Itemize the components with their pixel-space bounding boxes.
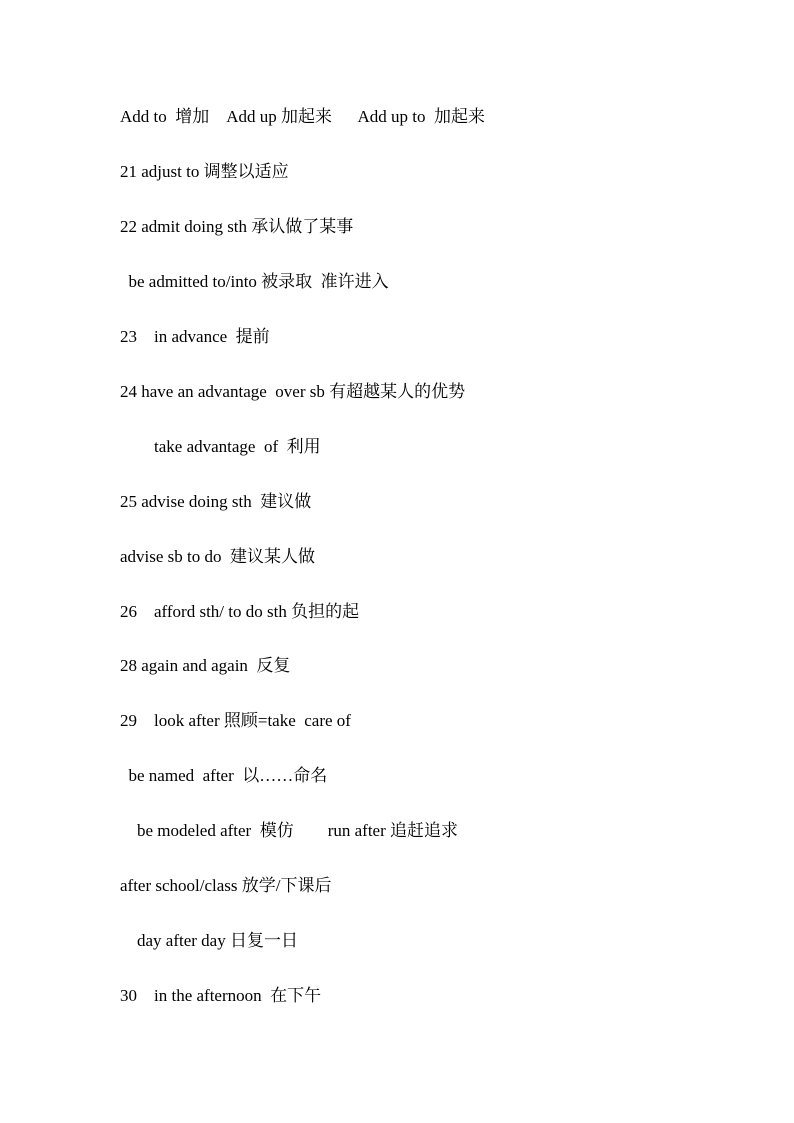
text-line-advise-sb: advise sb to do 建议某人做: [120, 547, 316, 566]
text-line-23: 23 in advance 提前: [120, 327, 270, 346]
text-line-28: 28 again and again 反复: [120, 656, 291, 675]
text-line-21: 21 adjust to 调整以适应: [120, 162, 289, 181]
text-line-be-modeled-after: be modeled after 模仿 run after 追赶追求: [120, 821, 459, 840]
text-line-add-to: Add to 增加 Add up 加起来 Add up to 加起来: [120, 107, 486, 126]
text-line-be-named-after: be named after 以……命名: [120, 766, 328, 785]
text-line-after-school: after school/class 放学/下课后: [120, 876, 332, 895]
text-line-25: 25 advise doing sth 建议做: [120, 492, 312, 511]
text-line-take-advantage: take advantage of 利用: [120, 437, 321, 456]
text-line-30: 30 in the afternoon 在下午: [120, 986, 322, 1005]
text-line-29: 29 look after 照顾=take care of: [120, 711, 351, 730]
text-line-be-admitted: be admitted to/into 被录取 准许进入: [120, 272, 389, 291]
text-line-26: 26 afford sth/ to do sth 负担的起: [120, 602, 360, 621]
text-line-24: 24 have an advantage over sb 有超越某人的优势: [120, 382, 466, 401]
text-line-day-after-day: day after day 日复一日: [120, 931, 298, 950]
text-line-22: 22 admit doing sth 承认做了某事: [120, 217, 354, 236]
